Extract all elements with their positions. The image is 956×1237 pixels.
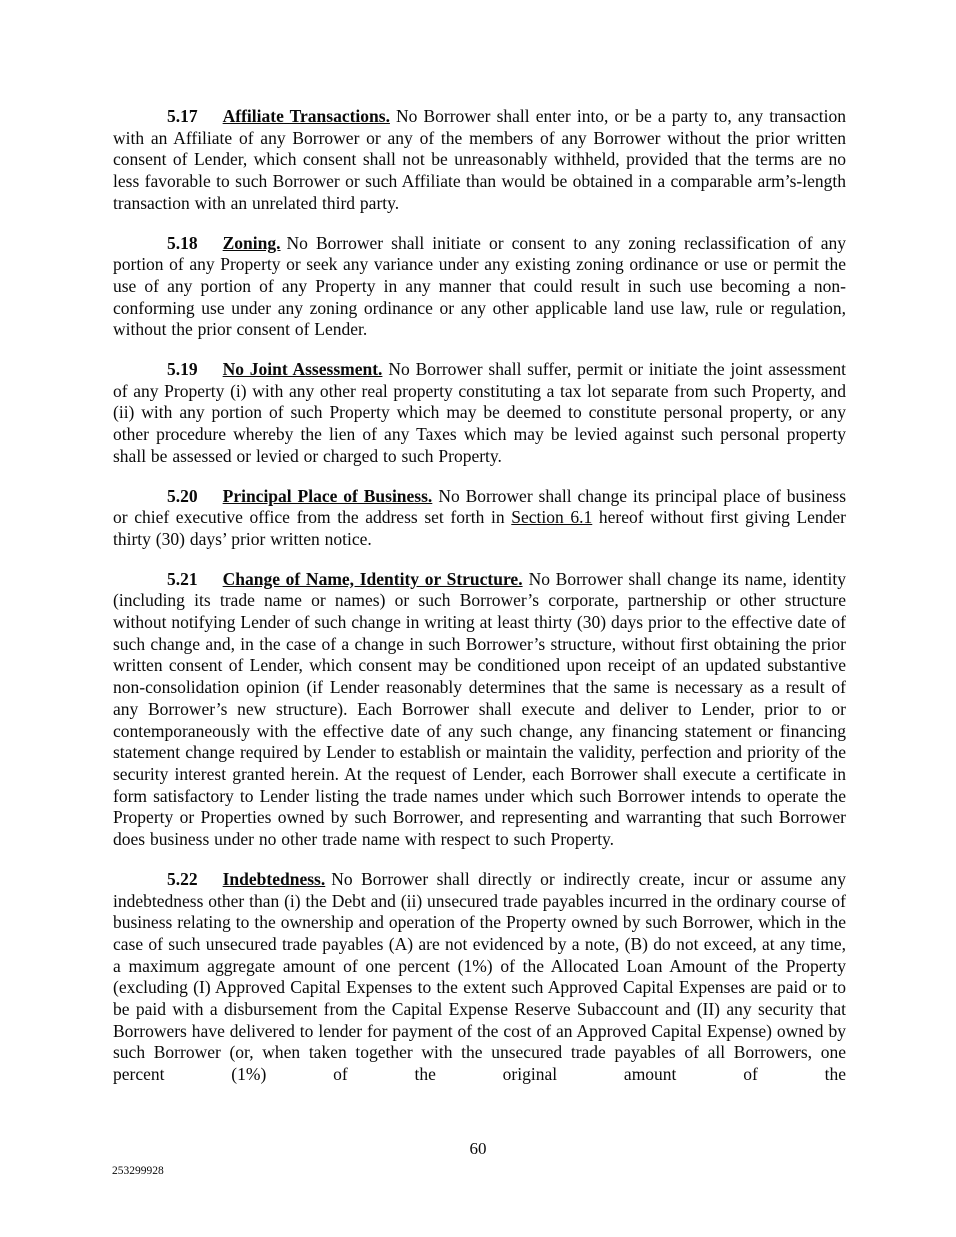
section-number: 5.17	[167, 106, 198, 126]
section-body-text: No Borrower shall change its principal place of business or chief executive office from the address set forth in	[113, 485, 847, 528]
section-number: 5.18	[167, 232, 198, 253]
section-title: Principal Place of Business.	[222, 485, 433, 506]
section-5-18	[113, 233, 846, 342]
section-body-text: No Borrower shall directly or indirectly create, incur or assume any indebtedness other than (i) the Debt and (ii) unsecured trade payables incurred in the ordinary course of business relating to the ownership and operation of the Property owned by such Borrower, which in the case of such unsecured trade payables (A) are not evidenced by a note, (B) do not exceed, at any time, a maximum aggregate amount of one percent (1%) of the Allocated Loan Amount of the Property (excluding (I) Approved Capital Expenses to the extent such Approved Capital Expenses are paid or to be paid with a disbursement from the Capital Expense Reserve Subaccount and (II) any security that Borrowers have delivered to lender for payment of the cost of an Approved Capital Expense) owned by such Borrower (or, when taken together with the unsecured trade payables of all Borrowers, one percent (1%) of the original amount of the	[113, 868, 847, 1085]
section-title: Zoning.	[222, 232, 281, 253]
section-body-text: No Borrower shall initiate or consent to any zoning reclassification of any portion of any Property or seek any variance under any existing zoning ordinance or use or permit the use of any portion of any Property in any manner that could result in such use becoming a non-conforming use under any zoning ordinance or any other applicable land use law, rule or regulation, without the prior consent of Lender.	[113, 232, 846, 340]
page-number: 60	[469, 1139, 487, 1158]
section-body-text: No Borrower shall suffer, permit or initiate the joint assessment of any Property (i) with any other real property constituting a tax lot separate from such Property, and (ii) with any portion of such Property which may be deemed to constitute personal property, or any other procedure whereby the lien of any Taxes which may be levied against such personal property shall be assessed or levied or charged to such Property.	[113, 359, 846, 466]
document-id-number: 253299928	[112, 1165, 164, 1177]
section-title: Indebtedness.	[222, 868, 326, 889]
section-5-21	[113, 569, 846, 851]
section-body-text: hereof without first giving Lender thirty (30) days’ prior written notice.	[113, 507, 847, 549]
section-title: No Joint Assessment.	[222, 359, 383, 380]
section-title: Change of Name, Identity or Structure.	[222, 568, 523, 589]
section-number: 5.22	[167, 868, 198, 889]
cross-reference-section-6-1: Section 6.1	[511, 507, 593, 528]
section-number: 5.19	[167, 359, 198, 380]
section-body-text: No Borrower shall enter into, or be a party to, any transaction with an Affiliate of any Borrower or any of the members of any Borrower without the prior written consent of Lender, which consent shall not be unreasonably withheld, provided that the terms are no less favorable to such Borrower or such Affiliate than would be obtained in a comparable arm’s-length transaction with an unrelated third party.	[113, 106, 846, 213]
section-5-19	[113, 359, 846, 468]
section-number: 5.20	[167, 485, 198, 506]
section-body-text: No Borrower shall change its name, identity (including its trade name or names) or such Borrower’s corporate, partnership or other structure without notifying Lender of such change in writing at least thirty (30) days prior to the effective date of such change and, in the case of a change in such Borrower’s structure, without first obtaining the prior written consent of Lender, which consent may be conditioned upon receipt of an updated substantive non-consolidation opinion (if Lender reasonably determines that the same is necessary as a result of any Borrower’s new structure). Each Borrower shall execute and deliver to Lender, prior to or contemporaneously with the effective date of any such change, any financing statement or financing statement change required by Lender to establish or maintain the validity, perfection and priority of the security interest granted herein. At the request of Lender, each Borrower shall execute a certificate in form satisfactory to Lender listing the trade names under which such Borrower intends to operate the Property or Properties owned by such Borrower, and representing and warranting that such Borrower does business under no other trade name with respect to such Property.	[113, 568, 846, 850]
section-title: Affiliate Transactions.	[222, 106, 390, 126]
section-5-17	[113, 106, 846, 215]
document-body	[113, 106, 846, 1104]
section-5-22	[113, 869, 846, 1086]
section-5-20	[113, 486, 846, 551]
section-number: 5.21	[167, 568, 198, 589]
